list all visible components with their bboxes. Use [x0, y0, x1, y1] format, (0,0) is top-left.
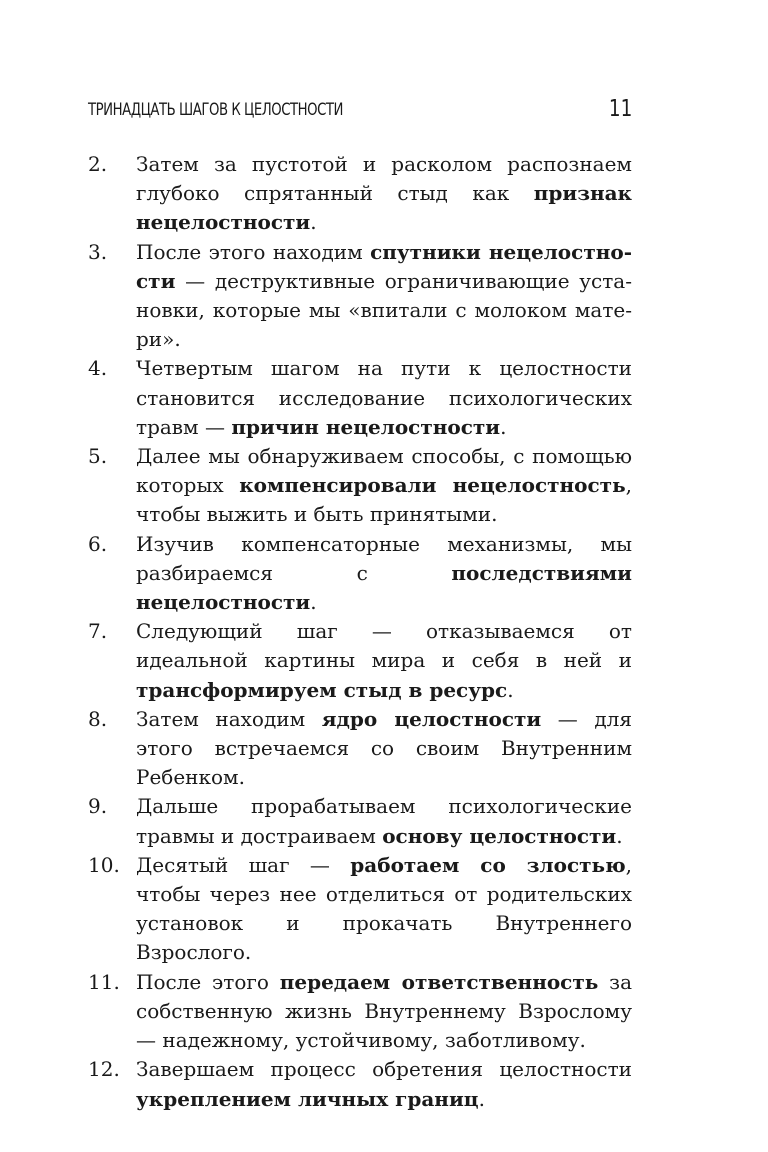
- step-text: [136, 152, 632, 234]
- text-run: за собственную жизнь Внутреннему Взрослому — надежному, устойчивому, заботливому.: [136, 969, 632, 1053]
- text-run: Десятый шаг —: [136, 852, 351, 877]
- step-number: 11.: [88, 969, 120, 994]
- list-item: [88, 354, 632, 442]
- list-item: [88, 442, 632, 530]
- text-run: .: [500, 414, 507, 439]
- step-number: 12.: [88, 1057, 120, 1082]
- step-number: 2.: [88, 152, 108, 176]
- list-item: [88, 238, 632, 355]
- text-run: Дальше прорабатываем психологические травмы и достраиваем: [136, 794, 632, 848]
- step-text: [136, 444, 632, 526]
- step-number: 10.: [88, 852, 120, 877]
- step-text: [136, 619, 632, 701]
- running-title: ТРИНАДЦАТЬ ШАГОВ К ЦЕЛОСТНОСТИ: [88, 100, 343, 120]
- steps-list: [88, 150, 632, 1114]
- bold-phrase: основу целостности: [382, 823, 617, 848]
- text-run: , чтобы выжить и быть принятыми.: [136, 473, 632, 527]
- step-number: 3.: [88, 239, 108, 264]
- step-number: 7.: [88, 619, 108, 644]
- step-number: 5.: [88, 444, 108, 469]
- list-item: [88, 792, 632, 850]
- step-number: 9.: [88, 794, 108, 819]
- bold-phrase: причин нецелостности: [231, 414, 501, 439]
- text-run: .: [310, 590, 317, 615]
- step-number: 4.: [88, 356, 108, 381]
- text-run: Далее мы обнаруживаем способы, с помощью которых: [136, 444, 632, 498]
- bold-phrase: ядро целостности: [321, 706, 542, 731]
- text-run: После этого находим: [136, 239, 371, 264]
- step-text: [136, 356, 632, 438]
- list-item: [88, 617, 632, 705]
- list-item: [88, 530, 632, 618]
- page-number: 11: [608, 96, 632, 122]
- step-text: [136, 707, 632, 789]
- bold-phrase: трансформируем стыд в ресурс: [136, 677, 508, 702]
- text-run: , чтобы через нее отделиться от родительских установок и прокачать Внутреннего Взрослого.: [136, 852, 633, 965]
- list-item: [88, 150, 632, 238]
- text-run: .: [478, 1086, 485, 1111]
- bold-phrase: спутники нецелостности: [136, 239, 633, 293]
- text-run: — деструктивные ограничивающие установки, которые мы «впитали с молоком матери».: [136, 268, 632, 352]
- bold-phrase: укреплением личных границ: [136, 1086, 479, 1111]
- text-run: Следующий шаг — отказываемся от идеальной картины мира и себя в ней и: [136, 619, 632, 673]
- bold-phrase: передаем ответственность: [279, 969, 599, 994]
- step-text: [136, 853, 632, 965]
- bold-phrase: работаем со злостью: [350, 852, 626, 877]
- text-run: Завершаем процесс обретения целостности: [136, 1057, 632, 1082]
- text-run: — для этого встречаемся со своим Внутренним Ребенком.: [136, 706, 632, 790]
- text-run: .: [616, 823, 623, 848]
- list-item: [88, 851, 632, 968]
- step-text: [136, 532, 632, 614]
- step-text: [136, 970, 632, 1052]
- step-text: [136, 1057, 632, 1110]
- list-item: [88, 968, 632, 1056]
- list-item: [88, 705, 632, 793]
- text-run: Затем находим: [136, 706, 322, 731]
- step-text: [136, 240, 632, 352]
- text-run: .: [507, 677, 514, 702]
- page-header: [88, 96, 632, 128]
- bold-phrase: последствиями нецелостности: [136, 560, 632, 615]
- text-run: .: [310, 210, 317, 235]
- step-number: 8.: [88, 706, 108, 731]
- text-run: После этого: [136, 969, 280, 994]
- bold-phrase: компенсировали нецелостность: [239, 473, 626, 498]
- step-number: 6.: [88, 531, 108, 556]
- text-run: Четвертым шагом на пути к целостности становится исследование психологических травм —: [136, 356, 632, 439]
- text-run: Затем за пустотой и расколом распознаем глубоко спрятанный стыд как: [136, 152, 632, 206]
- step-text: [136, 794, 632, 847]
- list-item: [88, 1055, 632, 1113]
- bold-phrase: признак нецелостности: [136, 181, 632, 235]
- text-run: Изучив компенсаторные механизмы, мы разбираемся с: [136, 531, 632, 585]
